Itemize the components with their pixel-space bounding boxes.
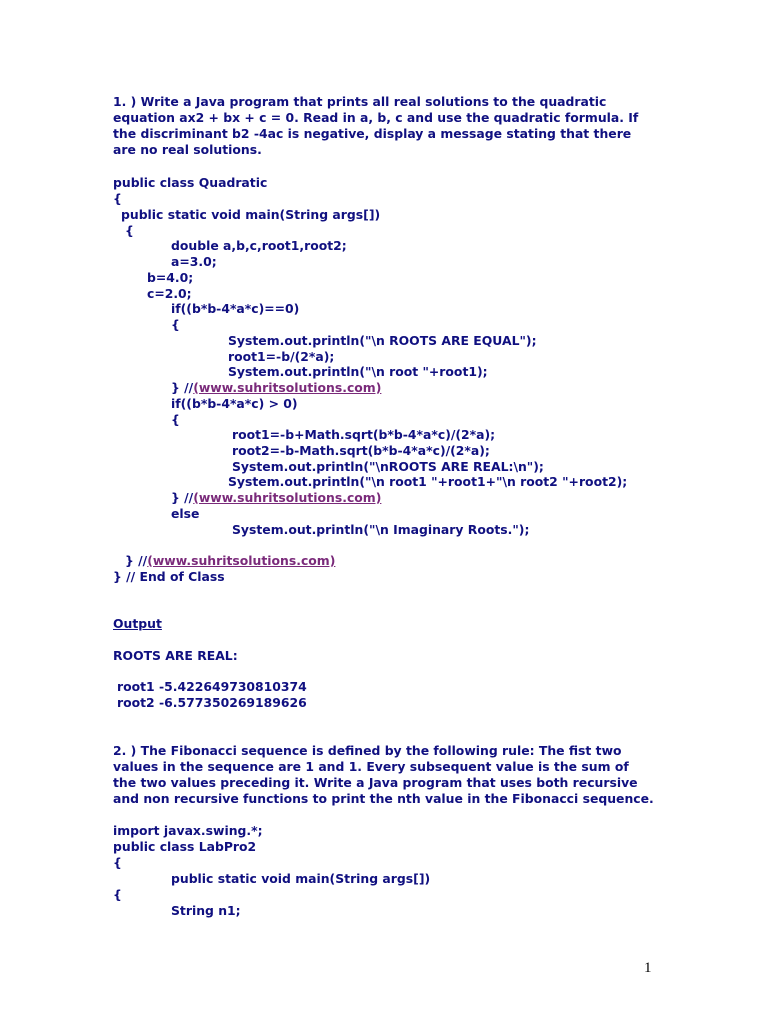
code-line: import javax.swing.*; bbox=[113, 823, 263, 838]
code-line: { bbox=[171, 412, 180, 427]
q2-prompt-line-4: and non recursive functions to print the nth value in the Fibonacci sequence. bbox=[113, 791, 654, 806]
code-line: else bbox=[171, 506, 200, 521]
code-line-with-link bbox=[171, 490, 381, 506]
code-line: System.out.println("\n ROOTS ARE EQUAL"); bbox=[228, 333, 537, 348]
code-line: System.out.println("\n root1 "+root1+"\n root2 "+root2); bbox=[228, 474, 628, 489]
suhritsolutions-link[interactable]: (www.suhritsolutions.com) bbox=[193, 490, 382, 505]
code-line: { bbox=[113, 887, 122, 902]
code-line: public static void main(String args[]) bbox=[121, 207, 381, 222]
q2-prompt-line-1: 2. ) The Fibonacci sequence is defined by the following rule: The fist two bbox=[113, 743, 622, 758]
code-line: root2=-b-Math.sqrt(b*b-4*a*c)/(2*a); bbox=[232, 443, 490, 458]
code-line: { bbox=[125, 223, 134, 238]
code-line: { bbox=[113, 855, 122, 870]
code-line: root1=-b/(2*a); bbox=[228, 349, 335, 364]
code-line: } // End of Class bbox=[113, 569, 225, 584]
q2-prompt-line-2: values in the sequence are 1 and 1. Every subsequent value is the sum of bbox=[113, 759, 629, 774]
suhritsolutions-link[interactable]: (www.suhritsolutions.com) bbox=[147, 553, 336, 568]
output-line: root2 -6.577350269189626 bbox=[117, 695, 307, 710]
code-text: } // bbox=[171, 490, 194, 505]
code-line: System.out.println("\n root "+root1); bbox=[228, 364, 488, 379]
code-line: public class LabPro2 bbox=[113, 839, 257, 854]
code-line: if((b*b-4*a*c) > 0) bbox=[171, 396, 298, 411]
code-line-with-link bbox=[125, 553, 335, 569]
output-line: ROOTS ARE REAL: bbox=[113, 648, 238, 663]
code-line: double a,b,c,root1,root2; bbox=[171, 238, 347, 253]
q1-prompt-line-2: equation ax2 + bx + c = 0. Read in a, b, c and use the quadratic formula. If bbox=[113, 110, 639, 125]
code-line: { bbox=[171, 317, 180, 332]
code-line-with-link bbox=[171, 380, 381, 396]
code-line: b=4.0; bbox=[147, 270, 194, 285]
code-line: c=2.0; bbox=[147, 286, 192, 301]
code-text: } // bbox=[171, 380, 194, 395]
suhritsolutions-link[interactable]: (www.suhritsolutions.com) bbox=[193, 380, 382, 395]
code-line: { bbox=[113, 191, 122, 206]
output-heading: Output bbox=[113, 616, 162, 631]
q2-prompt-line-3: the two values preceding it. Write a Java program that uses both recursive bbox=[113, 775, 638, 790]
code-line: public static void main(String args[]) bbox=[171, 871, 431, 886]
code-line: if((b*b-4*a*c)==0) bbox=[171, 301, 300, 316]
q1-prompt-line-4: are no real solutions. bbox=[113, 142, 262, 157]
q1-prompt-line-3: the discriminant b2 -4ac is negative, display a message stating that there bbox=[113, 126, 632, 141]
page-number: 1 bbox=[644, 960, 652, 976]
code-line: String n1; bbox=[171, 903, 241, 918]
code-line: System.out.println("\nROOTS ARE REAL:\n"); bbox=[232, 459, 544, 474]
code-line: System.out.println("\n Imaginary Roots."); bbox=[232, 522, 530, 537]
code-text: } // bbox=[125, 553, 148, 568]
code-line: root1=-b+Math.sqrt(b*b-4*a*c)/(2*a); bbox=[232, 427, 496, 442]
code-line: a=3.0; bbox=[171, 254, 217, 269]
output-line: root1 -5.422649730810374 bbox=[117, 679, 307, 694]
code-line: public class Quadratic bbox=[113, 175, 268, 190]
q1-prompt-line-1: 1. ) Write a Java program that prints all real solutions to the quadratic bbox=[113, 94, 607, 109]
